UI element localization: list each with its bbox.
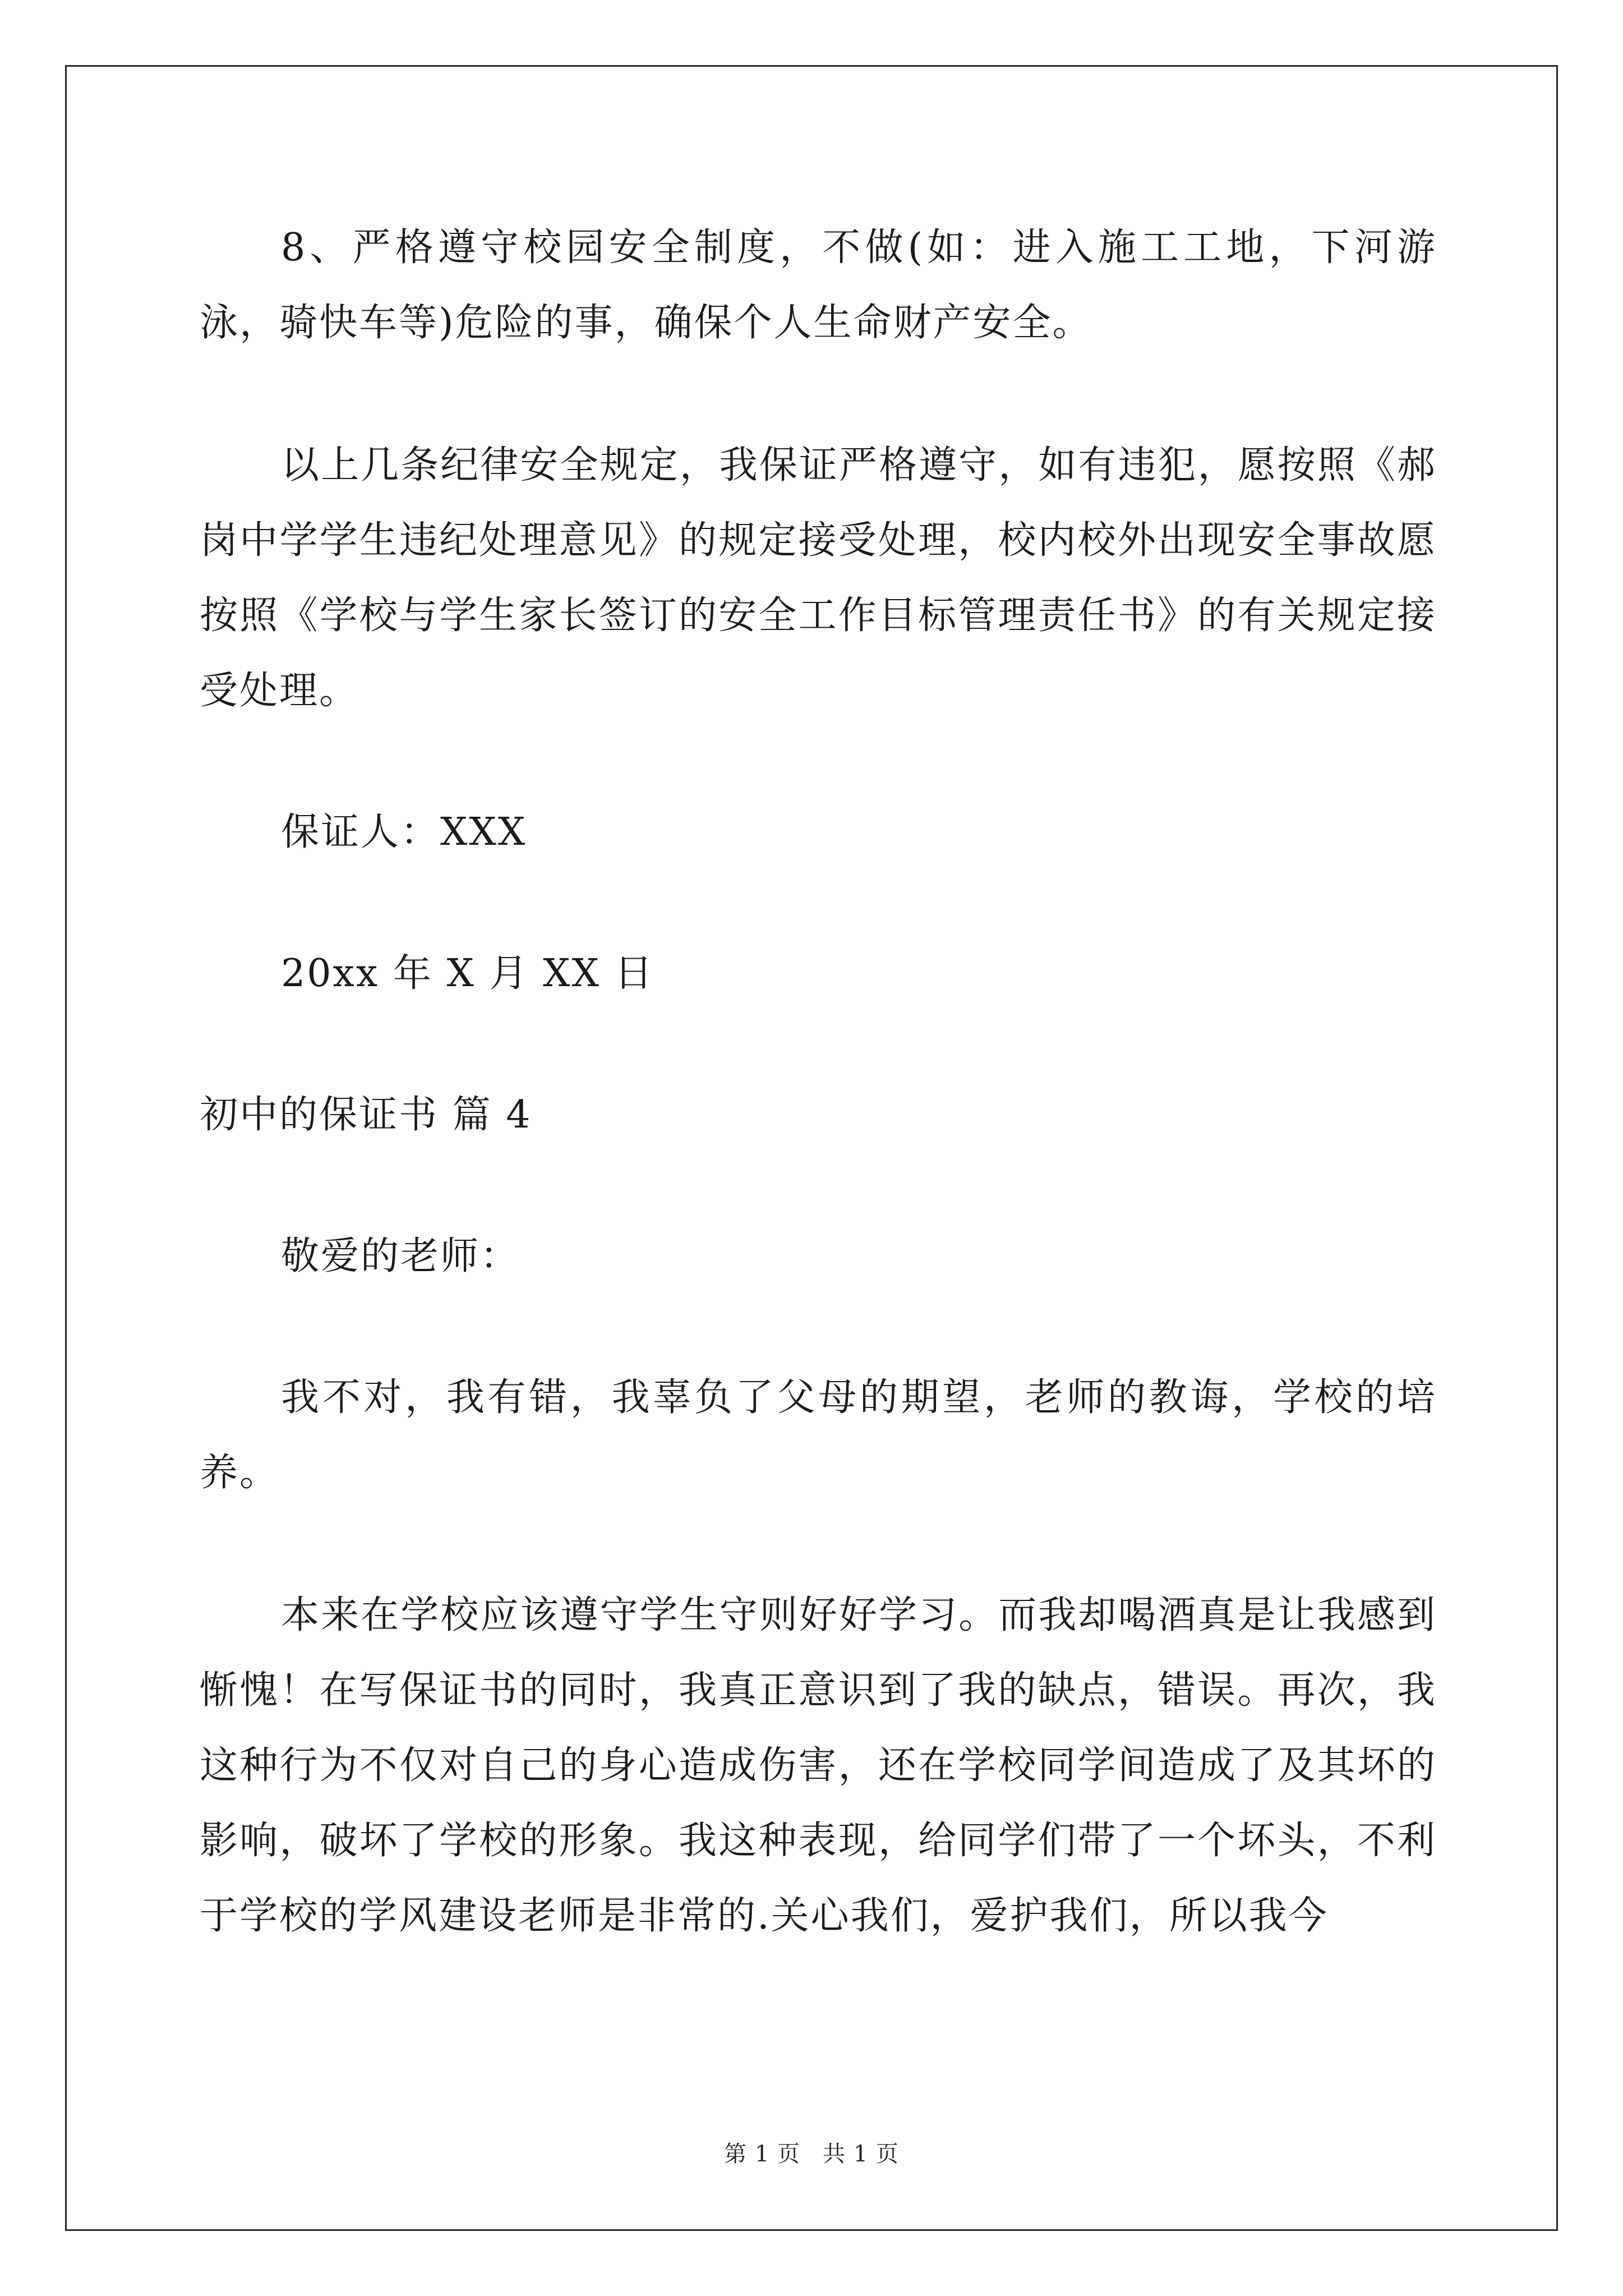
- document-body: [200, 210, 1437, 1954]
- page-footer: [0, 2136, 1623, 2168]
- section-heading: 初中的保证书 篇 4: [200, 1093, 532, 1137]
- date-line: 20xx 年 X 月 XX 日: [281, 951, 654, 996]
- paragraph-rule-8: 8、严格遵守校园安全制度，不做(如：进入施工工地，下河游泳，骑快车等)危险的事，确保个人生命财产安全。: [200, 226, 1437, 345]
- paragraph-apology: 我不对，我有错，我辜负了父母的期望，老师的教诲，学校的培养。: [200, 1375, 1437, 1495]
- page-total-label: 共 1 页: [823, 2141, 899, 2167]
- paragraph-reflection: 本来在学校应该遵守学生守则好好学习。而我却喝酒真是让我感到惭愧！在写保证书的同时，我真正意识到了我的缺点，错误。再次，我这种行为不仅对自己的身心造成伤害，还在学校同学间造成了及其坏的影响，破坏了学校的形象。我这种表现，给同学们带了一个坏头，不利于学校的学风建设老师是非常的.关心我们，爱护我们，所以我今: [200, 1593, 1437, 1938]
- page-number-label: 第 1 页: [724, 2141, 800, 2167]
- guarantor-line: 保证人：XXX: [281, 810, 527, 854]
- paragraph-summary: 以上几条纪律安全规定，我保证严格遵守，如有违犯，愿按照《郝岗中学学生违纪处理意见》的规定接受处理，校内校外出现安全事故愿按照《学校与学生家长签订的安全工作目标管理责任书》的有关规定接受处理。: [200, 443, 1437, 713]
- salutation-line: 敬爱的老师：: [281, 1234, 520, 1278]
